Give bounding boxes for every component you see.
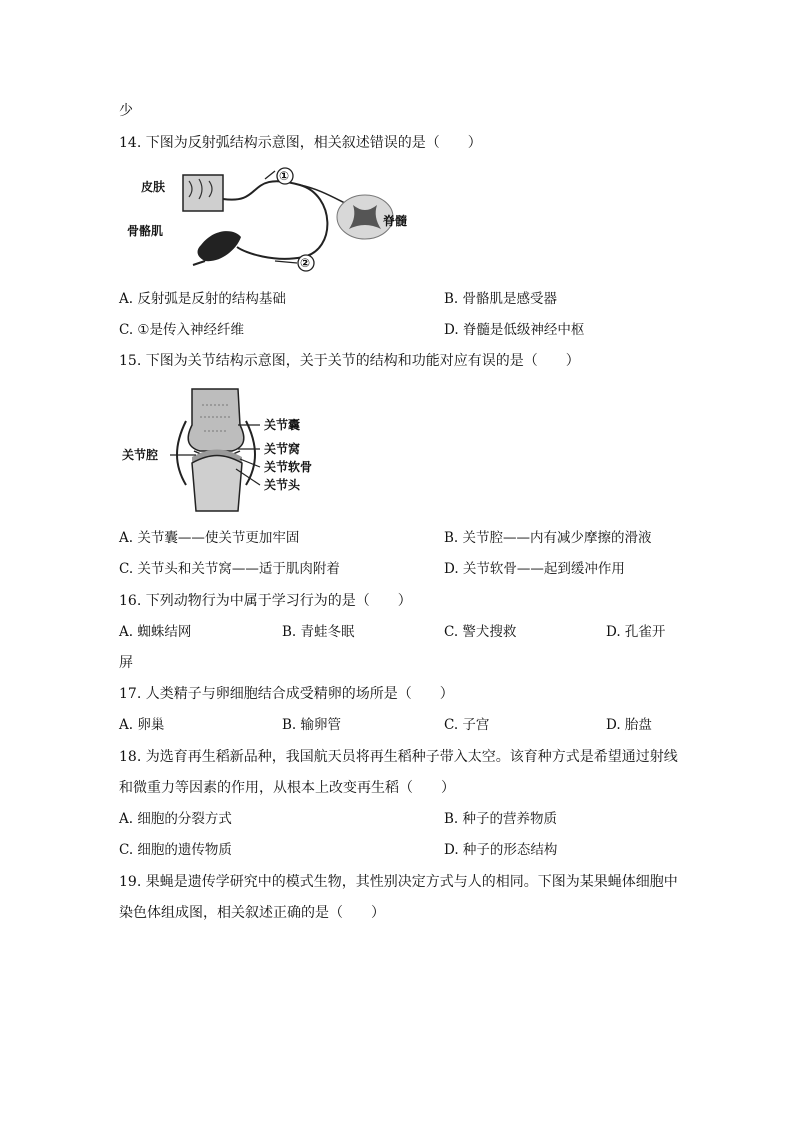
q16-option-a: A. 蜘蛛结网 — [119, 624, 192, 640]
label-skeletal-muscle: 骨骼肌 — [127, 224, 164, 238]
q18-option-c: C. 细胞的遗传物质 — [119, 842, 232, 858]
q17-option-a: A. 卵巢 — [119, 717, 165, 733]
nerve-path — [223, 181, 327, 259]
q15-option-a: A. 关节囊——使关节更加牢固 — [119, 530, 300, 546]
question-18-stem-line1: 18. 为选育再生稻新品种，我国航天员将再生稻种子带入太空。该育种方式是希望通过射线 — [119, 749, 678, 765]
label-joint-head: 关节头 — [264, 478, 301, 492]
label-joint-capsule: 关节囊 — [264, 418, 301, 432]
marker-2: ② — [300, 256, 311, 270]
question-14-stem: 14. 下图为反射弧结构示意图，相关叙述错误的是（ ） — [119, 135, 482, 151]
q16-option-d-wrap: 屏 — [119, 655, 133, 671]
q14-option-a: A. 反射弧是反射的结构基础 — [119, 291, 286, 307]
question-17-stem: 17. 人类精子与卵细胞结合成受精卵的场所是（ ） — [119, 686, 454, 702]
question-18-stem-line2: 和微重力等因素的作用，从根本上改变再生稻（ ） — [119, 780, 455, 796]
q15-option-d: D. 关节软骨——起到缓冲作用 — [444, 561, 625, 577]
question-15-stem: 15. 下图为关节结构示意图，关于关节的结构和功能对应有误的是（ ） — [119, 353, 580, 369]
q18-option-b: B. 种子的营养物质 — [444, 811, 558, 827]
continued-text: 少 — [119, 103, 133, 119]
label-articular-cartilage: 关节软骨 — [264, 460, 313, 474]
q15-option-b: B. 关节腔——内有减少摩擦的滑液 — [444, 530, 652, 546]
q14-option-c: C. ①是传入神经纤维 — [119, 322, 245, 338]
q18-option-d: D. 种子的形态结构 — [444, 842, 558, 858]
q16-option-c: C. 警犬搜救 — [444, 624, 517, 640]
label-skin: 皮肤 — [141, 180, 166, 194]
question-19-stem-line2: 染色体组成图，相关叙述正确的是（ ） — [119, 905, 385, 921]
q14-option-b: B. 骨骼肌是感受器 — [444, 291, 558, 307]
q18-option-a: A. 细胞的分裂方式 — [119, 811, 232, 827]
question-16-stem: 16. 下列动物行为中属于学习行为的是（ ） — [119, 593, 412, 609]
question-19-stem-line1: 19. 果蝇是遗传学研究中的模式生物，其性别决定方式与人的相同。下图为某果蝇体细胞中 — [119, 874, 678, 890]
label-joint-socket: 关节窝 — [264, 442, 301, 456]
label-joint-cavity: 关节腔 — [122, 448, 159, 462]
q15-option-c: C. 关节头和关节窝——适于肌肉附着 — [119, 561, 340, 577]
label-spinal-cord: 脊髓 — [383, 214, 408, 228]
q14-option-d: D. 脊髓是低级神经中枢 — [444, 322, 585, 338]
q17-option-c: C. 子宫 — [444, 717, 490, 733]
reflex-arc-figure — [125, 165, 415, 275]
marker-1: ① — [279, 169, 290, 183]
q17-option-d: D. 胎盘 — [606, 717, 652, 733]
joint-structure-figure — [120, 385, 340, 515]
q17-option-b: B. 输卵管 — [282, 717, 342, 733]
q16-option-b: B. 青蛙冬眠 — [282, 624, 355, 640]
q16-option-d: D. 孔雀开 — [606, 624, 666, 640]
